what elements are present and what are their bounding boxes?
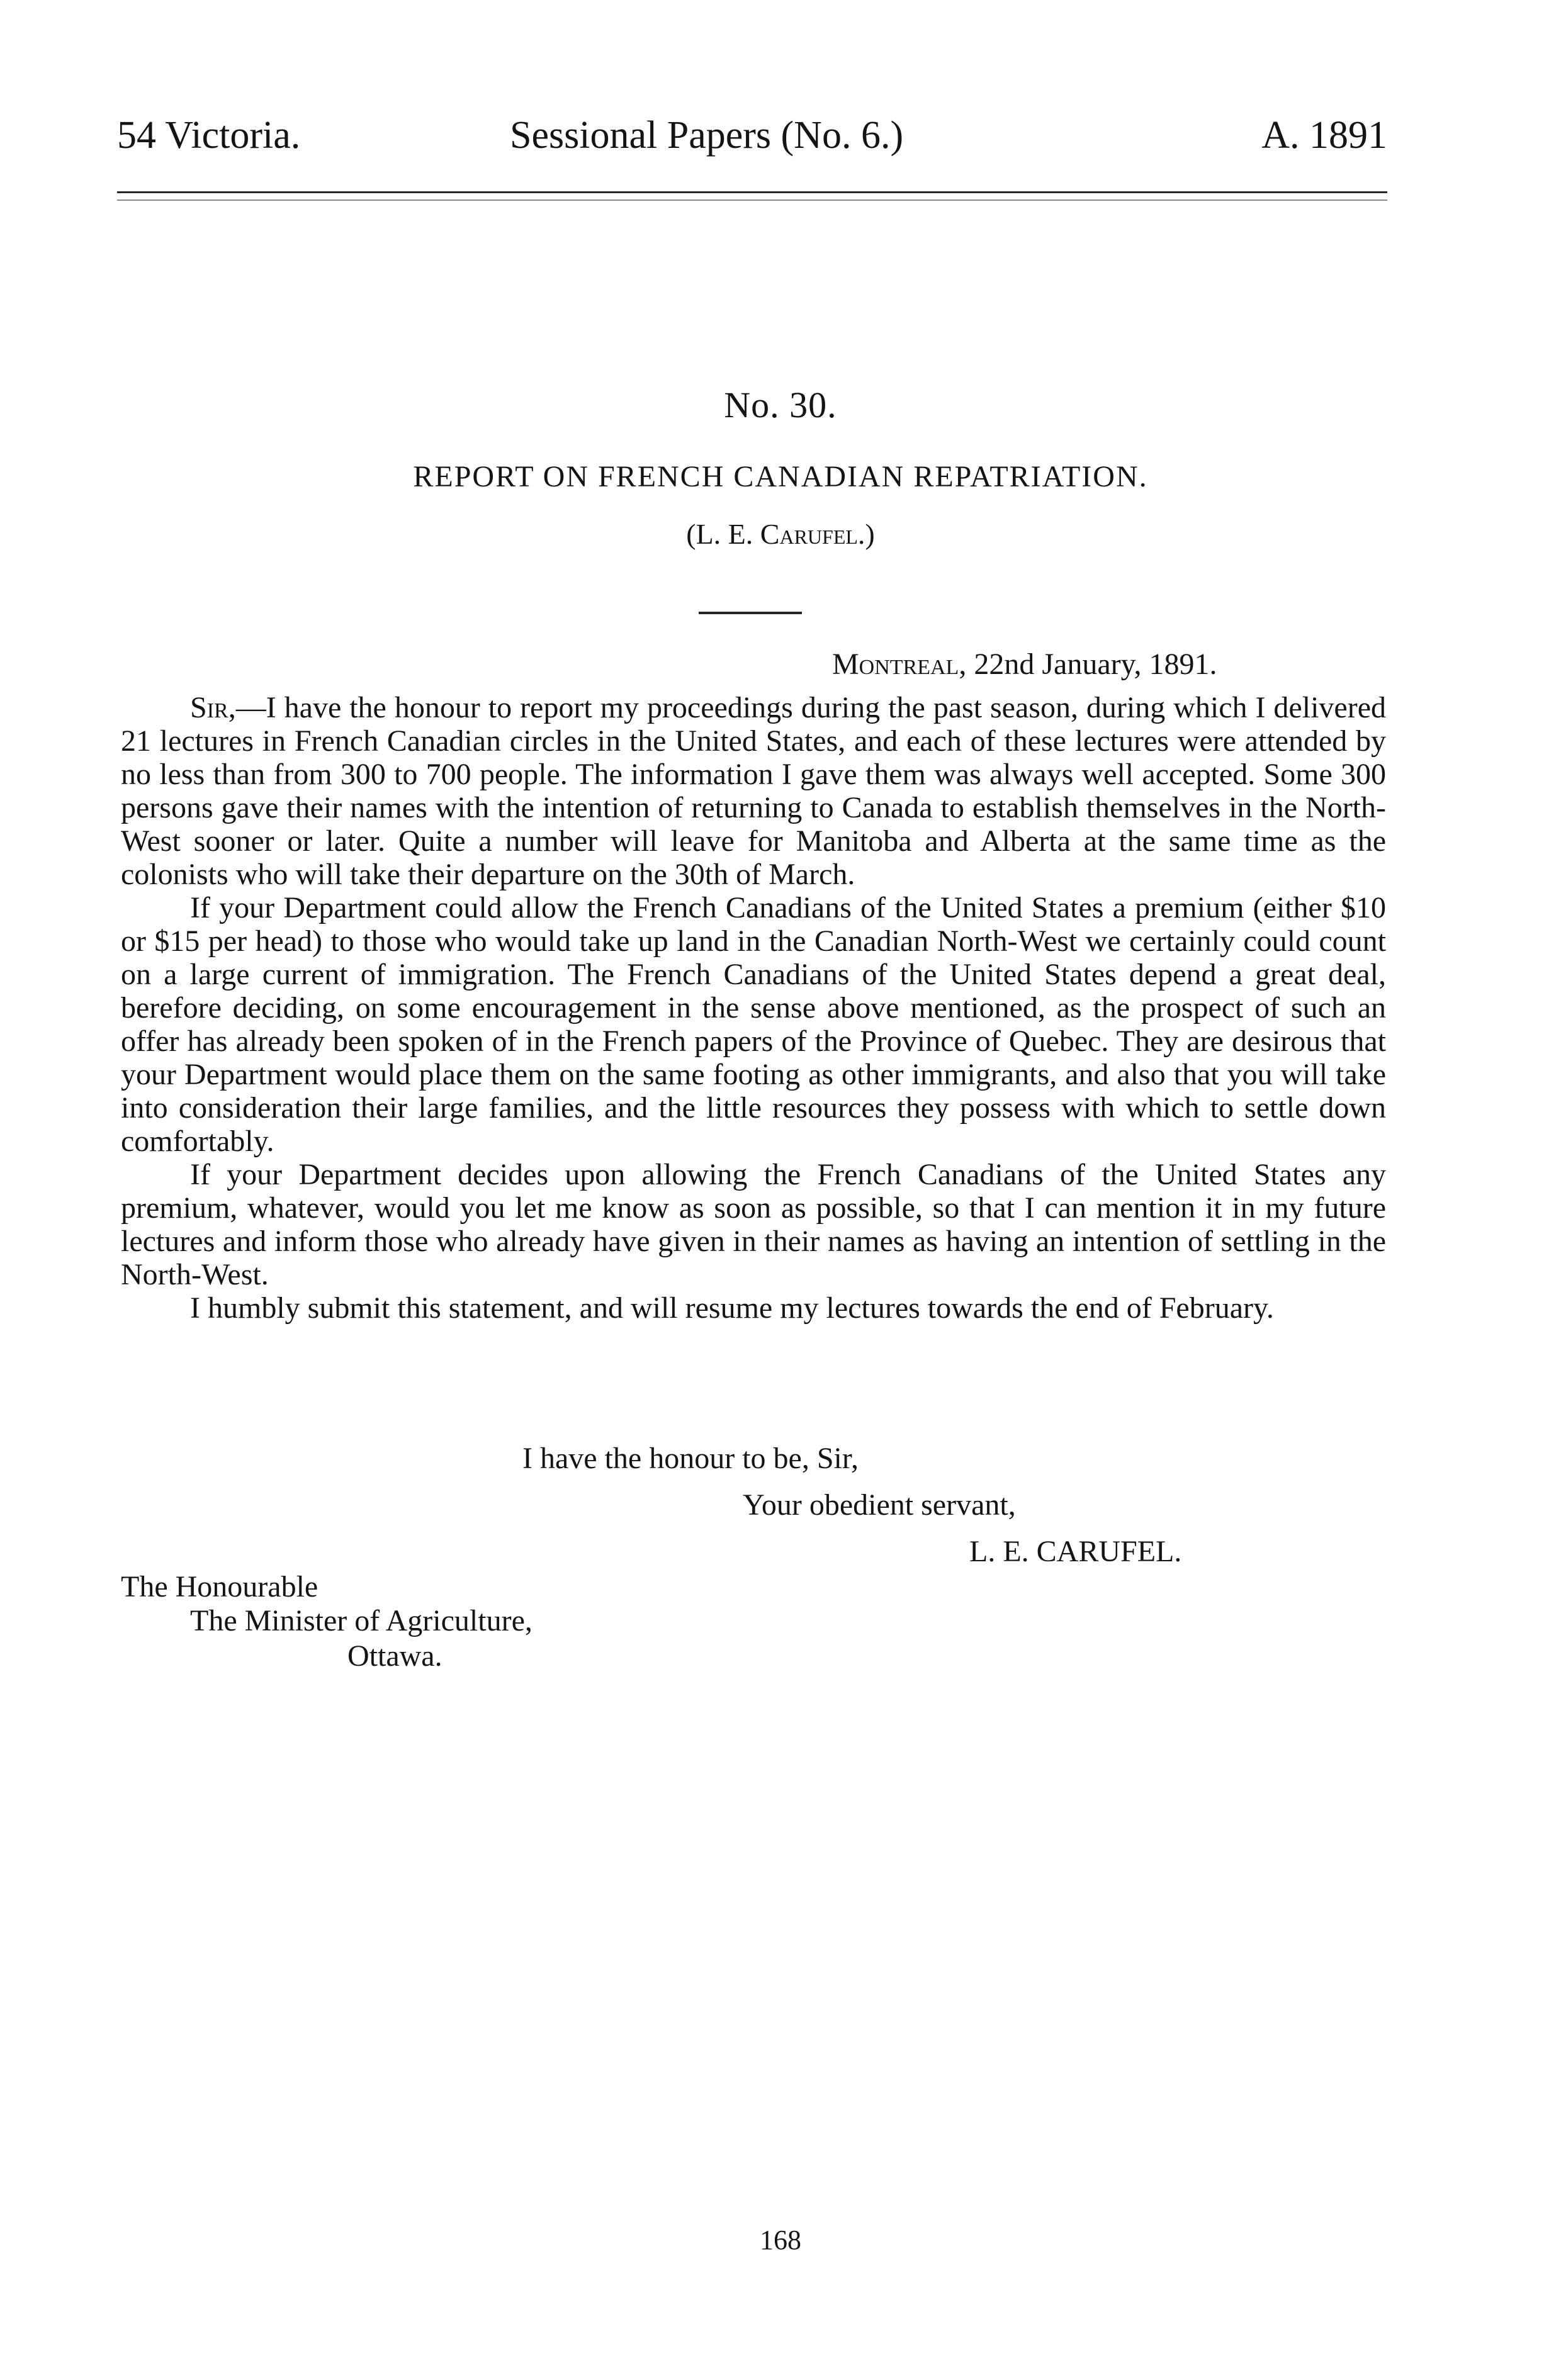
letter-dateline — [832, 647, 1386, 682]
letter-paragraph: I humbly submit this statement, and will resume my lectures towards the end of February. — [190, 1291, 1274, 1325]
letter-paragraph: If your Department could allow the French Canadians of the United States a premium (either $10 or $15 per head) to those who would take up land in the Canadian North-West we certainly could count on a large current of immigration. The French Canadians of the United States depend a great deal, berefore deciding, on some encouragement in the sense above mentioned, as the prospect of such an offer has already been spoken of in the French papers of the Province of Quebec. They are desirous that your Department would place them on the same footing as other immigrants, and also that you will take into consideration their large families, and the little resources they possess with which to settle down comfortably. — [121, 891, 1386, 1158]
letter-date: 22nd January, 1891. — [974, 648, 1217, 681]
addressee-line: The Minister of Agriculture, — [190, 1604, 533, 1637]
letter-place: Montreal, — [832, 648, 967, 681]
letter-paragraph: If your Department decides upon allowing the French Canadians of the United States any premium, whatever, would you let me know as soon as possible, so that I can mention it in my future lectures and inform those who already have given in their names as having an intention of settling in the North-West. — [121, 1158, 1386, 1291]
addressee-line: Ottawa. — [347, 1639, 442, 1673]
header-rule — [117, 191, 1387, 193]
addressee-line: The Honourable — [121, 1570, 318, 1603]
paragraph-text: —I have the honour to report my proceedings during the past season, during which I delivered 21 lectures in French Canadian circles in the United States, and each of these lectures were attended by no less than from 300 to 700 people. The information I gave them was always well accepted. Some 300 persons gave their names with the intention of returning to Canada to establish themselves in the North-West sooner or later. Quite a number will leave for Manitoba and Alberta at the same time as the colonists who will take their departure on the 30th of March. — [121, 691, 1386, 891]
document-author: (L. E. Carufel.) — [686, 518, 875, 550]
letter-closing: I have the honour to be, Sir, — [522, 1442, 859, 1475]
page-number: 168 — [760, 2225, 801, 2255]
running-header — [117, 101, 1387, 170]
document-title: REPORT ON FRENCH CANADIAN REPATRIATION. — [413, 460, 1148, 493]
letter-salutation: Sir, — [190, 691, 236, 724]
letter-signature: L. E. CARUFEL. — [969, 1535, 1182, 1568]
header-rule-secondary — [117, 199, 1387, 201]
header-series: Sessional Papers (No. 6.) — [510, 114, 904, 157]
document-number: No. 30. — [724, 385, 837, 425]
letter-valediction: Your obedient servant, — [743, 1488, 1016, 1522]
letter-paragraph — [121, 691, 1386, 891]
title-divider — [699, 612, 802, 614]
letter-body — [121, 691, 1386, 1325]
header-year: A. 1891 — [1261, 114, 1387, 157]
header-volume: 54 Victoria. — [117, 114, 301, 157]
